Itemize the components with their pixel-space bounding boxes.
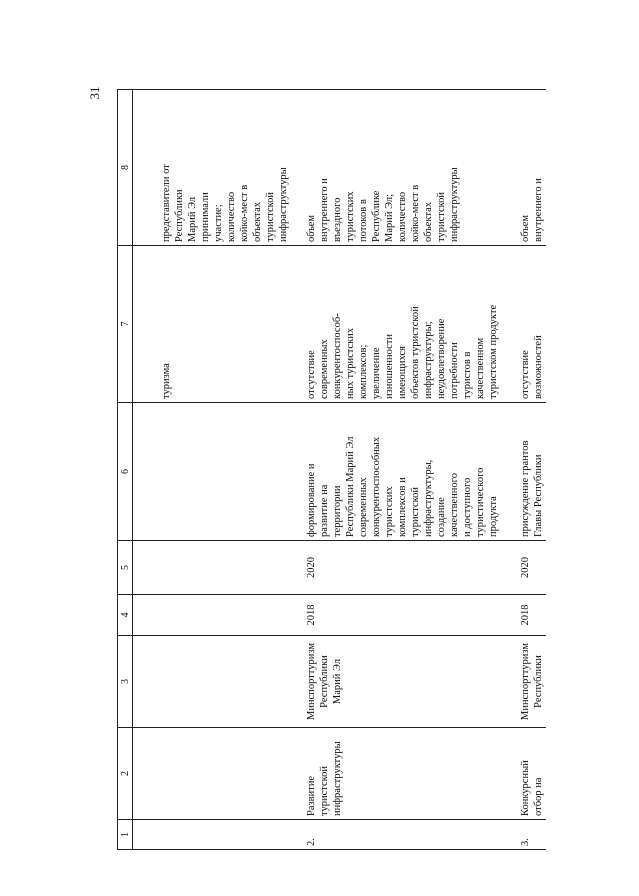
cell-line: туристском продукте	[488, 304, 499, 399]
cell-start-year: 2018	[501, 595, 546, 636]
cell-line: инфраструктуры	[449, 167, 460, 242]
cell-consequences	[133, 246, 292, 403]
cell-line: участие;	[213, 204, 224, 242]
cell-start-year	[133, 595, 292, 636]
cell-line: туристских	[345, 191, 356, 242]
cell-line: туристического	[475, 467, 486, 537]
cell-line: Республике	[371, 190, 382, 242]
cell-line: туризма	[161, 363, 172, 399]
cell-line: Главы Республики	[533, 454, 544, 537]
cell-line: туристской	[410, 486, 421, 537]
cell-line: туристской	[436, 191, 447, 242]
cell-indicators	[133, 90, 292, 246]
column-number-header: 5	[118, 541, 133, 595]
cell-line: койко-мест в	[239, 184, 250, 242]
cell-line: комплексов;	[358, 344, 369, 399]
column-number-header: 8	[118, 90, 133, 246]
cell-line: инфраструктуры	[278, 167, 289, 242]
cell-line: инфраструктуры,	[423, 459, 434, 537]
cell-indicators	[501, 90, 546, 246]
cell-line: объем	[520, 214, 531, 242]
cell-executor	[501, 636, 546, 728]
cell-line: Республики	[174, 189, 185, 242]
cell-line: туристов в	[462, 351, 473, 399]
cell-line: современных	[319, 339, 330, 399]
column-number-header: 1	[118, 820, 133, 850]
cell-number	[133, 820, 292, 850]
cell-end-year: 2020	[501, 541, 546, 595]
cell-line: и доступного	[462, 477, 473, 537]
cell-line: объектов туристской	[410, 306, 421, 399]
cell-line: качественного	[449, 473, 460, 537]
cell-line: Марий Эл	[187, 196, 198, 242]
cell-line: отсутствие	[520, 350, 531, 399]
column-number-header: 4	[118, 595, 133, 636]
cell-end-year	[133, 541, 292, 595]
cell-line: количество	[226, 191, 237, 242]
cell-line: въездного	[332, 197, 343, 242]
cell-number: 3.	[501, 820, 546, 850]
cell-line: Минспорттуризм	[306, 642, 317, 721]
column-number-header: 6	[118, 403, 133, 541]
cell-line: увеличение	[371, 347, 382, 399]
rotated-table-container	[117, 90, 639, 850]
cell-line: Конкурсный	[520, 760, 531, 816]
cell-activity-name	[133, 728, 292, 820]
cell-line: изношенности	[384, 334, 395, 399]
cell-executor	[291, 636, 501, 728]
cell-line: продукта	[488, 496, 499, 537]
cell-line: современных	[358, 477, 369, 537]
cell-line: возможностей	[533, 335, 544, 399]
column-number-header: 7	[118, 246, 133, 403]
column-number-row	[118, 90, 133, 850]
cell-expected-result	[133, 403, 292, 541]
column-number-header: 2	[118, 728, 133, 820]
cell-line: потоков в	[358, 199, 369, 242]
cell-line: потребности	[449, 342, 460, 399]
cell-line: конкурентоспособ-	[332, 313, 343, 399]
cell-line: Республики	[319, 655, 330, 708]
cell-line: территории	[332, 485, 343, 537]
cell-line: представители от	[161, 164, 172, 242]
cell-consequences	[291, 246, 501, 403]
cell-line: неудовлетворение	[436, 318, 447, 399]
cell-line: инфраструктуры	[332, 741, 343, 816]
cell-end-year: 2020	[291, 541, 501, 595]
cell-consequences	[501, 246, 546, 403]
cell-number: 2.	[291, 820, 501, 850]
cell-expected-result	[291, 403, 501, 541]
cell-line: Марий Эл;	[384, 193, 395, 242]
cell-line: комплексов и	[397, 477, 408, 537]
cell-line: имеющихся	[397, 346, 408, 399]
cell-line: туристских	[384, 486, 395, 537]
cell-activity-name	[501, 728, 546, 820]
cell-line: принимали	[200, 192, 211, 242]
cell-line: присуждение грантов	[520, 440, 531, 537]
cell-line: внутреннего и	[533, 178, 544, 242]
cell-line: количество	[397, 191, 408, 242]
cell-expected-result	[501, 403, 546, 541]
cell-line: создание	[436, 497, 447, 537]
cell-line: Развитие	[306, 775, 317, 816]
column-number-header: 3	[118, 636, 133, 728]
cell-line: внутреннего и	[319, 178, 330, 242]
cell-line: койко-мест в	[410, 184, 421, 242]
cell-line: Республики Марий Эл	[345, 436, 356, 537]
cell-executor	[133, 636, 292, 728]
cell-line: туристской	[319, 765, 330, 816]
cell-line: отбор на	[533, 777, 544, 816]
table-row	[133, 90, 292, 850]
table-row	[501, 90, 546, 850]
cell-line: туристской	[265, 191, 276, 242]
cell-line: развитие на	[319, 484, 330, 537]
cell-activity-name	[291, 728, 501, 820]
cell-line: объектах	[252, 201, 263, 242]
cell-line: качественном	[475, 337, 486, 399]
cell-line: объем	[306, 214, 317, 242]
cell-start-year: 2018	[291, 595, 501, 636]
cell-line: инфраструктуры;	[423, 321, 434, 399]
cell-line: ных туристских	[345, 327, 356, 399]
program-activities-table	[117, 89, 546, 850]
cell-line: отсутствие	[306, 350, 317, 399]
table-row	[291, 90, 501, 850]
cell-line: Республики	[533, 655, 544, 708]
cell-line: объектах	[423, 201, 434, 242]
cell-line: Марий Эл	[332, 658, 343, 705]
cell-line: формирование и	[306, 463, 317, 537]
page-number: 31	[87, 86, 102, 100]
cell-line: конкурентоспособных	[371, 436, 382, 537]
cell-indicators	[291, 90, 501, 246]
cell-line: Минспорттуризм	[520, 642, 531, 721]
